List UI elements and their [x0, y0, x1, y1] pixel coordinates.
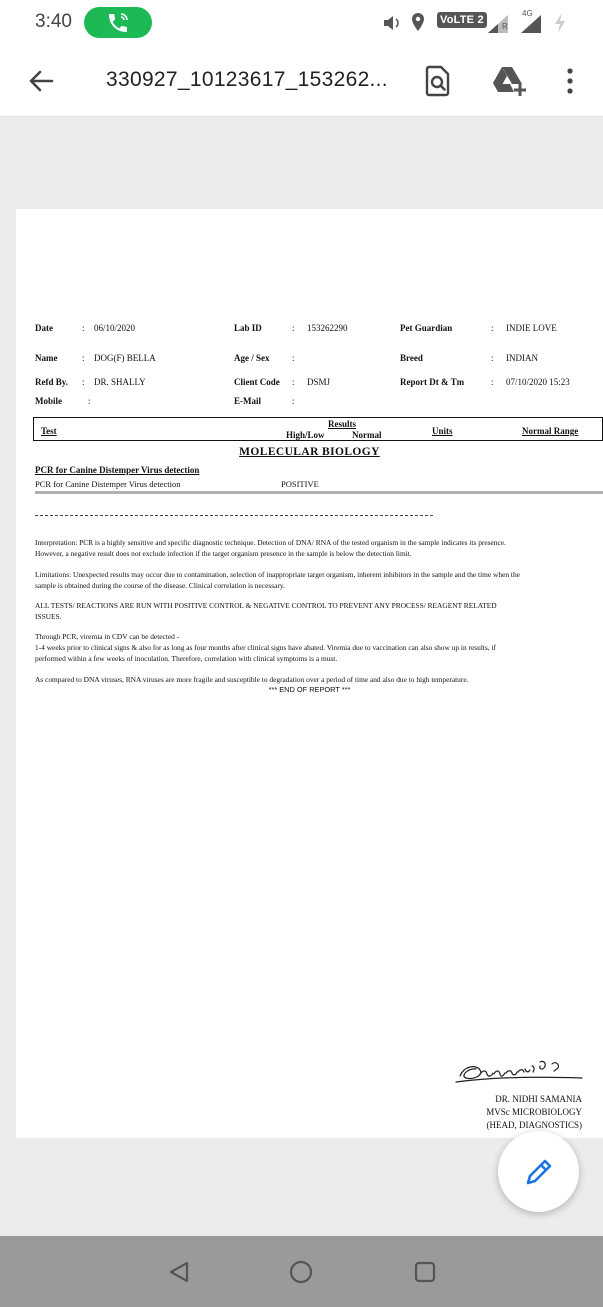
- colon: :: [88, 396, 91, 406]
- labid-value: 153262290: [307, 323, 348, 333]
- colon: :: [491, 377, 494, 387]
- pdf-page[interactable]: [16, 209, 603, 1138]
- colon: :: [82, 353, 85, 363]
- name-label: Name: [35, 353, 58, 363]
- name-value: DOG(F) BELLA: [94, 353, 156, 363]
- signatory-block: [486, 1093, 582, 1132]
- breed-value: INDIAN: [506, 353, 538, 363]
- nav-recents-icon[interactable]: [413, 1260, 437, 1284]
- add-to-drive-icon[interactable]: [492, 65, 528, 97]
- volume-icon: [382, 13, 404, 33]
- divider: [35, 491, 603, 494]
- col-test: Test: [41, 426, 57, 436]
- client-label: Client Code: [234, 377, 280, 387]
- date-label: Date: [35, 323, 53, 333]
- results-table-header: [33, 417, 603, 441]
- signatory-name: DR. NIDHI SAMANIA: [495, 1094, 582, 1104]
- reportdt-label: Report Dt & Tm: [400, 377, 465, 387]
- dashed-divider: [35, 515, 433, 516]
- col-normal: Normal: [352, 430, 382, 440]
- charging-icon: [553, 12, 567, 34]
- status-bar: [0, 0, 603, 46]
- mobile-label: Mobile: [35, 396, 62, 406]
- colon: :: [292, 377, 295, 387]
- col-normal-range: Normal Range: [522, 426, 579, 436]
- controls-text: ALL TESTS/ REACTIONS ARE RUN WITH POSITIVE CONTROL & NEGATIVE CONTROL TO PREVENT ANY PROCESS/ REAGENT RELATED ISSUES.: [35, 601, 497, 621]
- reportdt-value: 07/10/2020 15:23: [506, 377, 570, 387]
- viremia-intro: Through PCR, viremia in CDV can be detected -: [35, 632, 180, 641]
- find-in-page-icon[interactable]: [424, 65, 452, 97]
- viremia-text: 1-4 weeks prior to clinical signs & also for as long as four months after clinical signs have abated. Viremia due to vaccination can also show up in results, if performed within a few weeks of inoculation. Therefore, correlation with clinical symptoms is a must.: [35, 643, 497, 663]
- back-arrow-icon[interactable]: [26, 66, 56, 96]
- guardian-value: INDIE LOVE: [506, 323, 557, 333]
- colon: :: [292, 396, 295, 406]
- ongoing-call-chip[interactable]: [84, 7, 152, 38]
- signature: [452, 1052, 588, 1086]
- client-value: DSMJ: [307, 377, 331, 387]
- nav-home-icon[interactable]: [289, 1260, 313, 1284]
- signal-icon-2: [520, 14, 544, 34]
- app-toolbar: [0, 46, 603, 117]
- email-label: E-Mail: [234, 396, 261, 406]
- interpretation-text: Interpretation: PCR is a highly sensitive and specific diagnostic technique. Detection of DNA/ RNA of the tested organism in the sample indicates its presence. However, a negative result does not exclude infection if the target organism presence in the sample is below the detection limit.: [35, 538, 506, 558]
- col-results: Results: [328, 419, 357, 429]
- breed-label: Breed: [400, 353, 423, 363]
- colon: :: [491, 323, 494, 333]
- end-of-report: *** END OF REPORT ***: [268, 685, 351, 694]
- rna-text: As compared to DNA viruses, RNA viruses are more fragile and susceptible to degradation over a period of time and also due to high temperature.: [35, 675, 469, 684]
- date-value: 06/10/2020: [94, 323, 136, 333]
- signatory-designation: (HEAD, DIAGNOSTICS): [486, 1120, 582, 1130]
- location-icon: [410, 12, 426, 32]
- system-nav-bar: [0, 1236, 603, 1307]
- labid-label: Lab ID: [234, 323, 262, 333]
- colon: :: [82, 323, 85, 333]
- colon: :: [292, 353, 295, 363]
- limitations-text: Limitations: Unexpected results may occur due to contamination, selection of inappropriate target organism, inherent inhibitors in the sample and the time when the sample is obtained during the course of the disease. Clinical correlation is necessary.: [35, 570, 520, 590]
- volte-badge: VoLTE 2: [437, 12, 487, 28]
- section-title: MOLECULAR BIOLOGY: [239, 446, 380, 458]
- refd-value: DR. SHALLY: [94, 377, 146, 387]
- agesex-label: Age / Sex: [234, 353, 270, 363]
- test-group-title: PCR for Canine Distemper Virus detection: [35, 465, 200, 475]
- colon: :: [292, 323, 295, 333]
- guardian-label: Pet Guardian: [400, 323, 453, 333]
- document-title: 330927_10123617_153262...: [106, 68, 388, 91]
- roaming-indicator: R: [502, 22, 508, 31]
- pencil-icon: [524, 1157, 554, 1187]
- refd-label: Refd By.: [35, 377, 69, 387]
- colon: :: [82, 377, 85, 387]
- phone-call-icon: [106, 11, 130, 35]
- col-units: Units: [432, 426, 453, 436]
- colon: :: [491, 353, 494, 363]
- more-options-icon[interactable]: [565, 67, 575, 95]
- test-result: POSITIVE: [281, 479, 319, 489]
- network-type: 4G: [522, 9, 533, 18]
- clock: 3:40: [35, 11, 72, 32]
- signatory-qualification: MVSc MICROBIOLOGY: [486, 1107, 582, 1117]
- col-high-low: High/Low: [286, 430, 325, 440]
- nav-back-icon[interactable]: [167, 1260, 191, 1284]
- test-name: PCR for Canine Distemper Virus detection: [35, 479, 181, 489]
- edit-fab-button[interactable]: [498, 1131, 579, 1212]
